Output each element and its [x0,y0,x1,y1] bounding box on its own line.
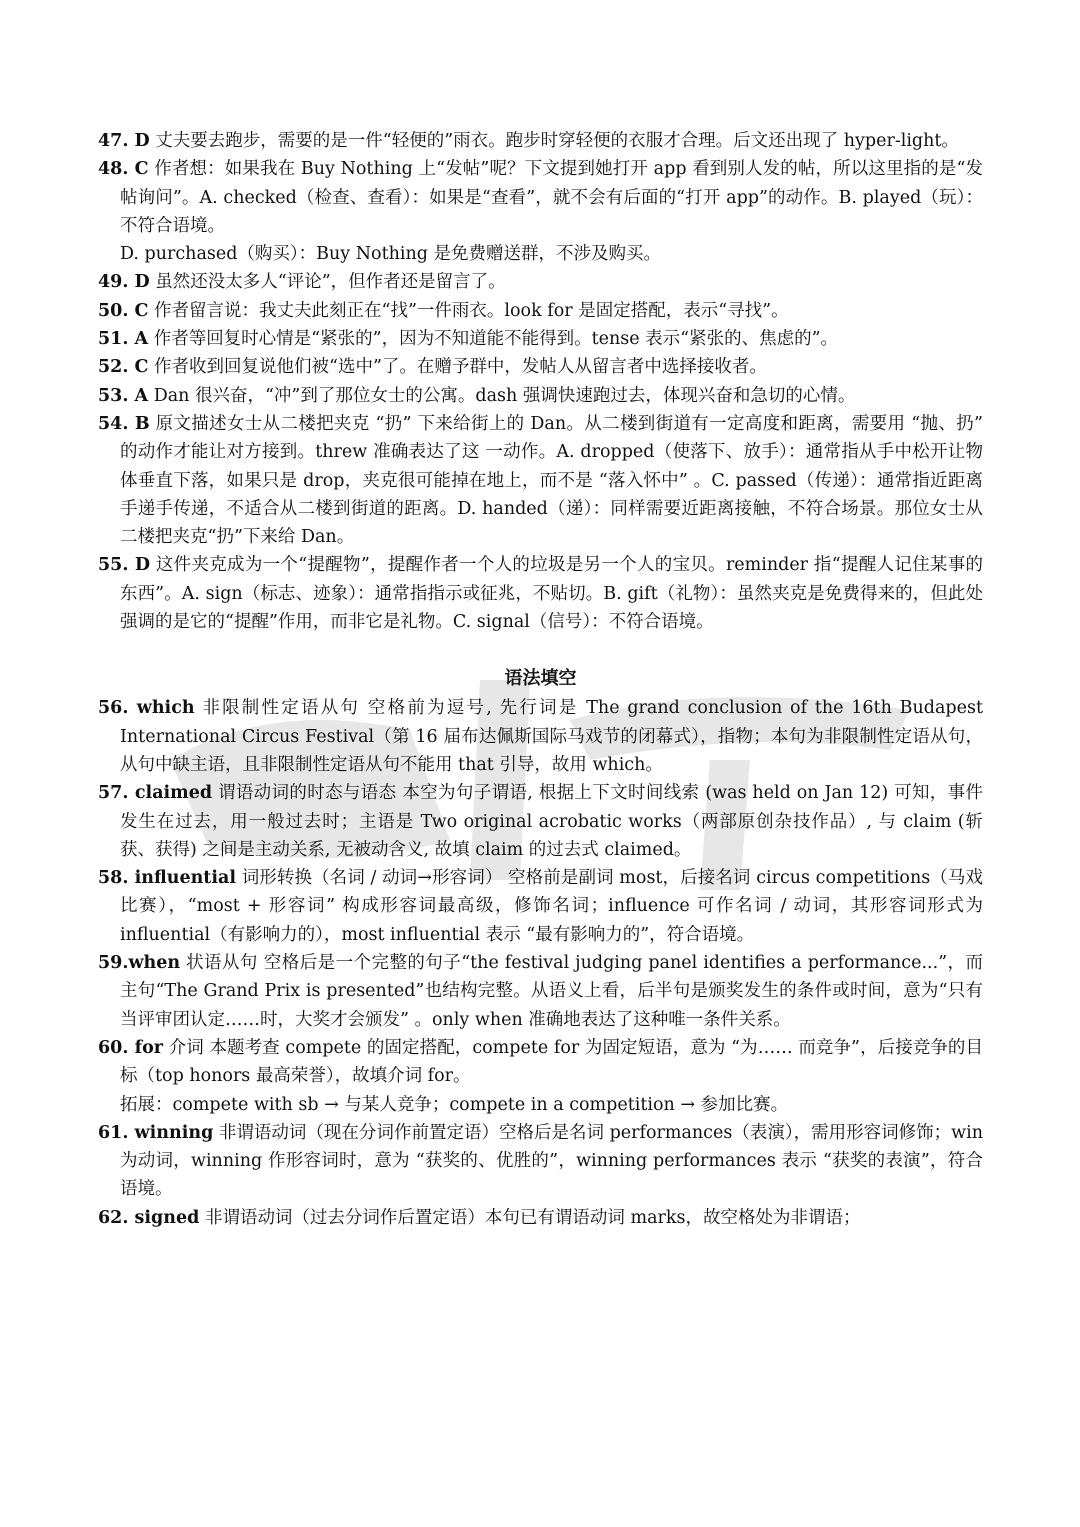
answer-explanation: 作者想：如果我在 Buy Nothing 上“发帖”呢？下文提到她打开 app 看到别人发的帖，所以这里指的是“发帖询问”。A. checked（检查、查看）：如果是“查看”，就不会有后面的“打开 app”的动作。B. played（玩）：不符合语境。 [120,159,984,236]
answer-number: 61. winning [98,1122,214,1143]
answer-explanation: 作者等回复时心情是“紧张的”，因为不知道能不能得到。tense 表示“紧张的、焦虑的”。 [148,329,839,350]
list-item [98,297,983,325]
answer-explanation: 介词 本题考查 compete 的固定搭配，compete for 为固定短语，意为 “为…… 而竞争”，后接竞争的目标（top honors 最高荣誉），故填介词 for。 [120,1037,984,1087]
answer-number: 50. C [98,300,149,321]
answer-explanation: Dan 很兴奋，“冲”到了那位女士的公寓。dash 强调快速跑过去，体现兴奋和急切的心情。 [148,385,856,406]
list-item [98,410,983,551]
answer-number: 62. signed [98,1207,200,1228]
list-item [98,779,983,864]
list-item [98,1034,983,1091]
answer-explanation: 非限制性定语从句 空格前为逗号, 先行词是 The grand conclusion of the 16th Budapest International Circus Festival（第 16 届布达佩斯国际马戏节的闭幕式），指物；本句为非限制性定语从句，从句中缺主语，且非限制性定语从句不能用 that 引导，故用 which。 [120,698,983,775]
section-title: 语法填空 [504,668,577,690]
list-item [98,353,983,381]
answer-number: 48. C [98,159,149,180]
answer-number: 56. which [98,698,195,719]
answer-number: 49. D [98,272,150,293]
answer-number: 57. claimed [98,783,213,804]
answer-explanations [98,127,983,1232]
answer-explanation: 状语从句 空格后是一个完整的句子“the festival judging panel identifies a performance...”，而主句“The Grand Prix is presented”也结构完整。从语义上看，后半句是颁奖发生的条件或时间，意为“只有当评审团认定……时，大奖才会颁发” 。only when 准确地表达了这种唯一条件关系。 [120,953,983,1030]
answer-explanation: 词形转换（名词 / 动词→形容词） 空格前是副词 most，后接名词 circus competitions（马戏比赛），“most + 形容词” 构成形容词最高级，修饰名词；influence 可作名词 / 动词，其形容词形式为 influential（有影响力的），most influential 表示 “最有影响力的”，符合语境。 [120,868,983,945]
answer-number: 58. influential [98,868,237,889]
list-item [98,1204,983,1232]
list-item [98,325,983,353]
list-item [98,382,983,410]
answer-explanation: 原文描述女士从二楼把夹克 “扔” 下来给街上的 Dan。从二楼到街道有一定高度和距离，需要用 “抛、扔” 的动作才能让对方接到。threw 准确表达了这 一动作。A. dropped（使落下、放手）：通常指从手中松开让物体垂直下落，如果只是 drop，夹克很可能掉在地上，而不是 “落入怀中” 。C. passed（传递）：通常指近距离手递手传递，不适合从二楼到街道的距离。D. handed（递）：同样需要近距离接触，不符合场景。那位女士从二楼把夹克“扔”下来给 Dan。 [120,413,983,548]
answer-number: 59.when [98,953,181,974]
answer-explanation: 丈夫要去跑步，需要的是一件“轻便的”雨衣。跑步时穿轻便的衣服才合理。后文还出现了 hyper-light。 [149,131,959,151]
list-item [98,268,983,296]
answer-explanation: 作者收到回复说他们被“选中”了。在赠予群中，发帖人从留言者中选择接收者。 [148,357,767,378]
answer-explanation: 虽然还没太多人“评论”，但作者还是留言了。 [149,272,506,293]
list-item [98,949,983,1034]
grammar-items [98,694,983,1232]
answer-explanation: 非谓语动词（过去分词作后置定语）本句已有谓语动词 marks，故空格处为非谓语； [199,1207,861,1228]
answer-number: 51. A [98,329,149,350]
answer-explanation: 非谓语动词（现在分词作前置定语）空格后是名词 performances（表演），需用形容词修饰；win 为动词，winning 作形容词时，意为 “获奖的、优胜的”，winning performances 表示 “获奖的表演”，符合语境。 [120,1122,983,1200]
list-item [98,1091,983,1119]
answer-number: 47. D [98,131,150,151]
list-item [98,127,983,155]
list-item [98,694,983,779]
answer-explanation: D. purchased（购买）：Buy Nothing 是免费赠送群，不涉及购买。 [120,244,662,265]
list-item [98,155,983,240]
answer-explanation: 这件夹克成为一个“提醒物”，提醒作者一个人的垃圾是另一个人的宝贝。reminder 指“提醒人记住某事的东西”。A. sign（标志、迹象）：通常指指示或征兆，不贴切。B. gift（礼物）：虽然夹克是免费得来的，但此处强调的是它的“提醒”作用，而非它是礼物。C. signal（信号）：不符合语境。 [120,555,983,633]
list-item [98,1119,983,1204]
answer-explanation: 拓展：compete with sb → 与某人竞争；compete in a competition → 参加比赛。 [120,1094,789,1115]
answer-number: 60. for [98,1037,164,1058]
answer-explanation: 谓语动词的时态与语态 本空为句子谓语, 根据上下文时间线索 (was held on Jan 12) 可知，事件发生在过去，用一般过去时；主语是 Two original acrobatic works（两部原创杂技作品）, 与 claim (斩获、获得) 之间是主动关系, 无被动含义, 故填 claim 的过去式 claimed。 [120,783,984,860]
answer-explanation: 作者留言说：我丈夫此刻正在“找”一件雨衣。look for 是固定搭配，表示“寻找”。 [148,300,789,321]
list-item [98,551,983,636]
answer-number: 54. B [98,413,150,434]
answer-number: 52. C [98,357,149,378]
list-item [98,240,983,268]
list-item [98,864,983,949]
reading-items [98,127,983,636]
answer-number: 53. A [98,385,149,406]
answer-number: 55. D [98,555,151,576]
